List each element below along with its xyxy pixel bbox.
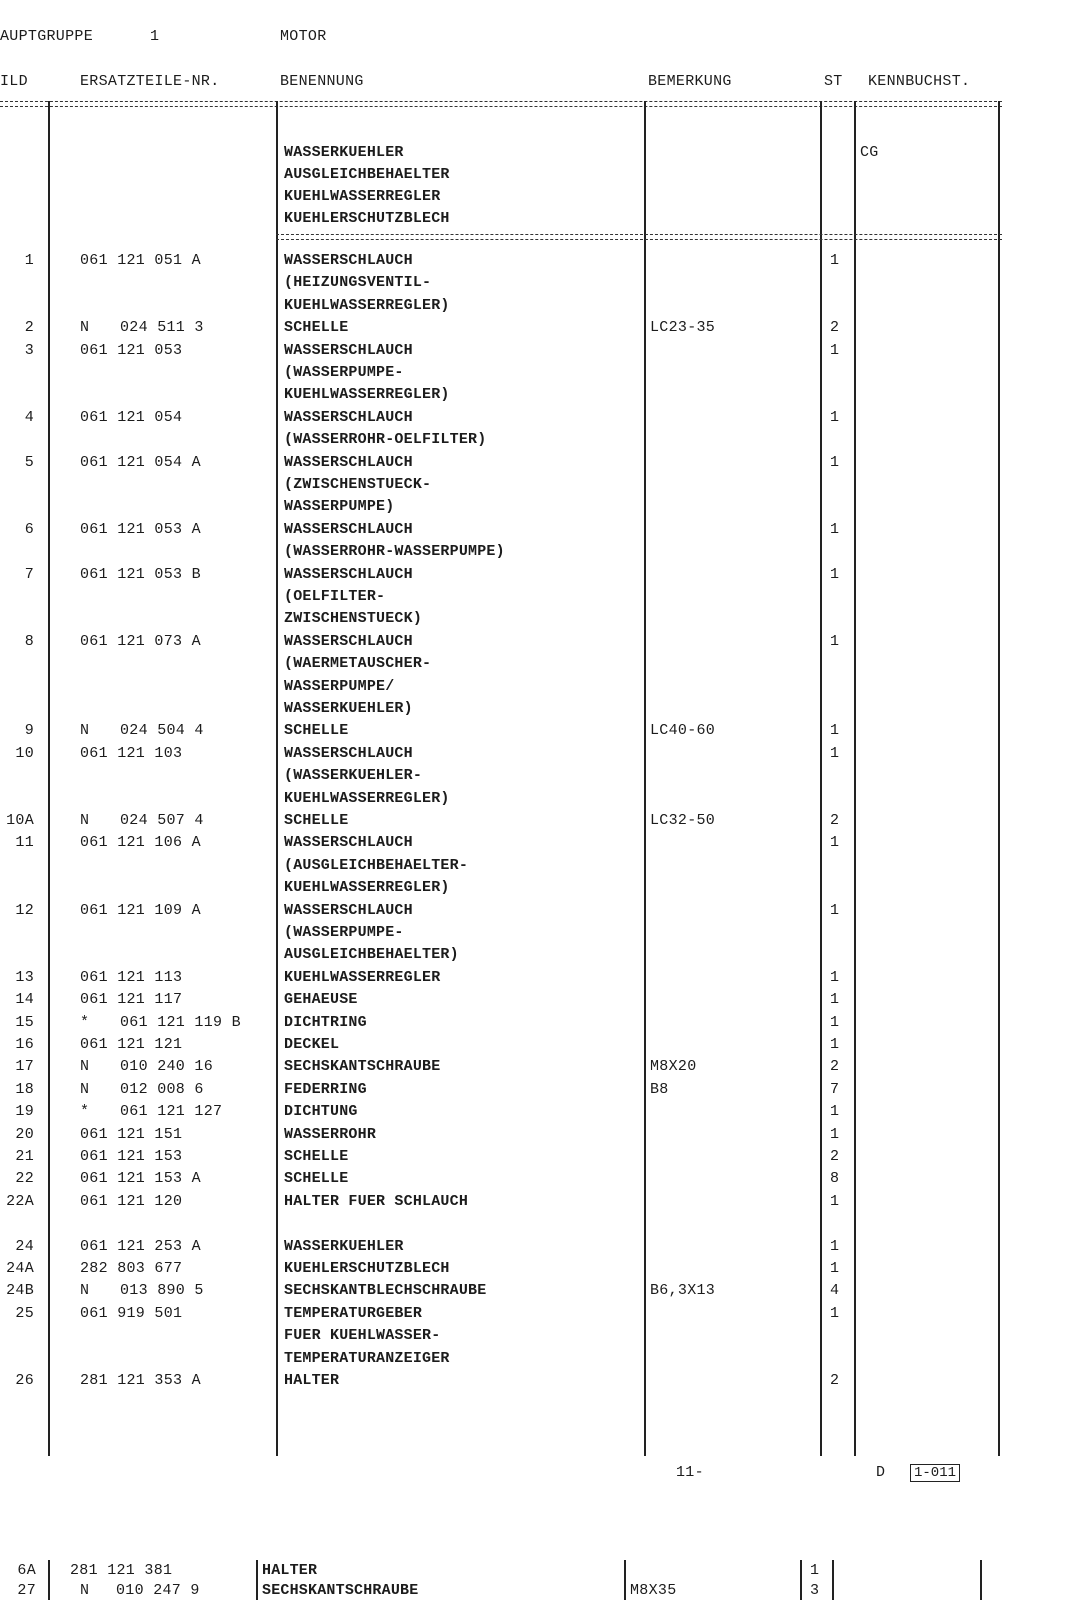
column-header-qty: ST (824, 73, 843, 90)
row-bild-number: 22 (15, 1170, 34, 1188)
row-part-number: 024 511 3 (120, 319, 204, 337)
row-name-line: WASSERSCHLAUCH (284, 453, 413, 471)
row-note: LC23-35 (650, 319, 716, 337)
row-qty: 8 (830, 1170, 840, 1188)
row-name-line: SCHELLE (284, 1148, 349, 1165)
row-name-line: DECKEL (284, 1036, 340, 1053)
row-part-number: 061 121 051 A (80, 252, 201, 269)
row-qty: 1 (830, 1103, 840, 1121)
column-header-code: KENNBUCHST. (868, 73, 971, 90)
row-name-line: (AUSGLEICHBEHAELTER- (284, 856, 469, 874)
row-name-line: WASSERSCHLAUCH (284, 408, 413, 426)
row-bild-number: 9 (24, 722, 34, 740)
row-name-line: WASSERSCHLAUCH (284, 565, 413, 583)
row-name-line: WASSERSCHLAUCH (284, 632, 413, 650)
row-qty: 1 (830, 252, 840, 269)
row-part-number: 061 919 501 (80, 1304, 183, 1322)
column-rule-3 (644, 101, 646, 1456)
row-note: M8X20 (650, 1058, 697, 1076)
next-row-note: M8X35 (630, 1582, 677, 1599)
row-part-number: 061 121 053 B (80, 565, 201, 583)
page-letter: D (876, 1464, 886, 1481)
row-name-line: FEDERRING (284, 1080, 367, 1098)
row-name-line: FUER KUEHLWASSER- (284, 1327, 441, 1345)
row-qty: 1 (830, 341, 840, 359)
row-name-line: KUEHLWASSERREGLER) (284, 789, 450, 807)
group-number: 1 (150, 28, 160, 45)
row-name-line: KUEHLWASSERREGLER (284, 968, 441, 986)
row-qty: 1 (830, 991, 840, 1009)
row-bild-number: 17 (15, 1058, 34, 1076)
row-qty: 1 (830, 408, 840, 426)
row-bild-number: 11 (15, 834, 34, 852)
row-qty: 2 (830, 1148, 840, 1165)
row-qty: 1 (830, 722, 840, 740)
row-mark: N (80, 812, 90, 829)
row-qty: 1 (830, 1260, 840, 1277)
row-mark: * (80, 1103, 90, 1121)
next-row-bild: 6A (17, 1562, 36, 1579)
row-qty: 1 (830, 565, 840, 583)
row-qty: 1 (830, 834, 840, 852)
group-double-rule (276, 234, 1002, 240)
row-bild-number: 24 (15, 1237, 34, 1255)
row-name-line: DICHTRING (284, 1013, 367, 1031)
group-name: MOTOR (280, 28, 327, 45)
row-name-line: TEMPERATURGEBER (284, 1304, 423, 1322)
row-name-line: (WASSERPUMPE- (284, 364, 404, 381)
row-qty: 2 (830, 1372, 840, 1389)
row-name-line: (OELFILTER- (284, 588, 386, 605)
row-name-line: SECHSKANTSCHRAUBE (284, 1058, 441, 1076)
row-mark: N (80, 1058, 90, 1076)
row-qty: 1 (830, 632, 840, 650)
row-bild-number: 24B (6, 1282, 34, 1300)
next-column-rule-6 (980, 1560, 982, 1600)
row-mark: * (80, 1013, 90, 1031)
row-name-line: SCHELLE (284, 812, 349, 829)
row-name-line: WASSERKUEHLER (284, 1237, 404, 1255)
row-name-line: SCHELLE (284, 319, 349, 337)
row-bild-number: 12 (15, 901, 34, 919)
next-row-bild: 27 (17, 1582, 36, 1599)
row-part-number: 061 121 053 (80, 341, 183, 359)
row-name-line: SECHSKANTBLECHSCHRAUBE (284, 1282, 487, 1300)
row-note: LC32-50 (650, 812, 716, 829)
next-row-mark: N (80, 1582, 90, 1599)
page-number: 11- (676, 1464, 704, 1481)
row-name-line: SCHELLE (284, 722, 349, 740)
row-name-line: GEHAEUSE (284, 991, 358, 1009)
row-note: LC40-60 (650, 722, 716, 740)
column-rule-6 (998, 101, 1000, 1456)
column-header-bild: ILD (0, 73, 28, 90)
row-name-line: KUEHLWASSERREGLER) (284, 879, 450, 897)
row-bild-number: 22A (6, 1192, 34, 1210)
row-mark: N (80, 722, 90, 740)
row-bild-number: 8 (24, 632, 34, 650)
row-qty: 1 (830, 520, 840, 538)
row-part-number: 024 504 4 (120, 722, 204, 740)
row-bild-number: 13 (15, 968, 34, 986)
row-part-number: 061 121 253 A (80, 1237, 201, 1255)
row-part-number: 061 121 153 A (80, 1170, 201, 1188)
row-qty: 2 (830, 319, 840, 337)
row-part-number: 012 008 6 (120, 1080, 204, 1098)
row-part-number: 010 240 16 (120, 1058, 214, 1076)
row-qty: 4 (830, 1282, 840, 1300)
column-rule-2 (276, 101, 278, 1456)
next-row-name: SECHSKANTSCHRAUBE (262, 1582, 419, 1599)
next-column-rule-3 (624, 1560, 626, 1600)
row-note: B6,3X13 (650, 1282, 716, 1300)
row-name-line: ZWISCHENSTUECK) (284, 610, 423, 628)
row-name-line: WASSERKUEHLER) (284, 700, 413, 717)
page-reference-box: 1-011 (910, 1464, 960, 1482)
row-bild-number: 4 (24, 408, 34, 426)
row-qty: 1 (830, 1237, 840, 1255)
row-bild-number: 25 (15, 1304, 34, 1322)
row-part-number: 061 121 073 A (80, 632, 201, 650)
row-part-number: 061 121 113 (80, 968, 183, 986)
row-part-number: 281 121 353 A (80, 1372, 201, 1389)
row-name-line: DICHTUNG (284, 1103, 358, 1121)
row-part-number: 061 121 151 (80, 1125, 183, 1143)
row-name-line: WASSERPUMPE) (284, 498, 395, 516)
row-qty: 1 (830, 1192, 840, 1210)
column-rule-5 (854, 101, 856, 1456)
group-heading-line: KUEHLERSCHUTZBLECH (284, 210, 450, 227)
row-part-number: 061 121 119 B (120, 1013, 241, 1031)
row-name-line: WASSERSCHLAUCH (284, 901, 413, 919)
column-header-name: BENENNUNG (280, 73, 364, 90)
row-qty: 1 (830, 1013, 840, 1031)
row-qty: 7 (830, 1080, 840, 1098)
row-note: B8 (650, 1080, 669, 1098)
row-part-number: 282 803 677 (80, 1260, 183, 1277)
row-name-line: WASSERSCHLAUCH (284, 744, 413, 762)
group-heading-line: KUEHLWASSERREGLER (284, 188, 441, 205)
row-name-line: HALTER (284, 1372, 340, 1389)
row-bild-number: 10A (6, 812, 34, 829)
next-row-qty: 1 (810, 1562, 820, 1579)
row-name-line: WASSERROHR (284, 1125, 377, 1143)
group-heading-line: WASSERKUEHLER (284, 144, 404, 161)
next-row-part-number: 010 247 9 (116, 1582, 200, 1599)
row-mark: N (80, 1080, 90, 1098)
next-row-qty: 3 (810, 1582, 820, 1599)
row-qty: 1 (830, 968, 840, 986)
column-header-part-number: ERSATZTEILE-NR. (80, 73, 220, 90)
row-part-number: 061 121 109 A (80, 901, 201, 919)
row-bild-number: 7 (24, 565, 34, 583)
next-column-rule-1 (48, 1560, 50, 1600)
row-part-number: 061 121 121 (80, 1036, 183, 1053)
row-qty: 1 (830, 901, 840, 919)
row-bild-number: 5 (24, 453, 34, 471)
row-part-number: 061 121 117 (80, 991, 183, 1009)
row-part-number: 061 121 120 (80, 1192, 183, 1210)
row-qty: 1 (830, 1304, 840, 1322)
row-part-number: 061 121 127 (120, 1103, 223, 1121)
group-label: AUPTGRUPPE (0, 28, 94, 45)
group-heading-line: AUSGLEICHBEHAELTER (284, 166, 450, 183)
group-code: CG (860, 144, 879, 161)
row-name-line: KUEHLERSCHUTZBLECH (284, 1260, 450, 1277)
row-bild-number: 26 (15, 1372, 34, 1389)
row-bild-number: 19 (15, 1103, 34, 1121)
row-name-line: WASSERPUMPE/ (284, 677, 395, 695)
row-part-number: 061 121 053 A (80, 520, 201, 538)
row-bild-number: 21 (15, 1148, 34, 1165)
row-mark: N (80, 1282, 90, 1300)
row-name-line: SCHELLE (284, 1170, 349, 1188)
row-qty: 1 (830, 1125, 840, 1143)
row-name-line: WASSERSCHLAUCH (284, 341, 413, 359)
row-bild-number: 24A (6, 1260, 34, 1277)
row-part-number: 024 507 4 (120, 812, 204, 829)
row-qty: 1 (830, 453, 840, 471)
header-double-rule (0, 101, 1002, 107)
row-qty: 1 (830, 1036, 840, 1053)
row-bild-number: 15 (15, 1013, 34, 1031)
row-name-line: HALTER FUER SCHLAUCH (284, 1192, 469, 1210)
row-qty: 2 (830, 812, 840, 829)
next-column-rule-4 (800, 1560, 802, 1600)
row-part-number: 061 121 103 (80, 744, 183, 762)
row-qty: 2 (830, 1058, 840, 1076)
row-name-line: WASSERSCHLAUCH (284, 834, 413, 852)
row-part-number: 013 890 5 (120, 1282, 204, 1300)
next-row-part-number: 281 121 381 (70, 1562, 173, 1579)
row-bild-number: 18 (15, 1080, 34, 1098)
next-column-rule-5 (832, 1560, 834, 1600)
row-bild-number: 1 (24, 252, 34, 269)
row-name-line: TEMPERATURANZEIGER (284, 1349, 450, 1367)
row-name-line: (WAERMETAUSCHER- (284, 655, 432, 673)
row-part-number: 061 121 054 A (80, 453, 201, 471)
column-header-note: BEMERKUNG (648, 73, 732, 90)
column-rule-4 (820, 101, 822, 1456)
row-name-line: AUSGLEICHBEHAELTER) (284, 946, 459, 964)
row-name-line: KUEHLWASSERREGLER) (284, 386, 450, 404)
row-name-line: (WASSERROHR-OELFILTER) (284, 431, 487, 449)
row-bild-number: 2 (24, 319, 34, 337)
row-bild-number: 14 (15, 991, 34, 1009)
row-name-line: (HEIZUNGSVENTIL- (284, 274, 432, 292)
row-name-line: (WASSERROHR-WASSERPUMPE) (284, 543, 505, 561)
row-name-line: (WASSERPUMPE- (284, 924, 404, 941)
row-name-line: KUEHLWASSERREGLER) (284, 296, 450, 314)
row-qty: 1 (830, 744, 840, 762)
row-part-number: 061 121 106 A (80, 834, 201, 852)
row-bild-number: 10 (15, 744, 34, 762)
next-column-rule-2 (256, 1560, 258, 1600)
row-part-number: 061 121 153 (80, 1148, 183, 1165)
row-name-line: WASSERSCHLAUCH (284, 252, 413, 269)
row-name-line: WASSERSCHLAUCH (284, 520, 413, 538)
row-mark: N (80, 319, 90, 337)
next-row-name: HALTER (262, 1562, 318, 1579)
row-bild-number: 16 (15, 1036, 34, 1053)
row-bild-number: 3 (24, 341, 34, 359)
row-name-line: (ZWISCHENSTUECK- (284, 476, 432, 493)
row-part-number: 061 121 054 (80, 408, 183, 426)
column-rule-1 (48, 101, 50, 1456)
row-name-line: (WASSERKUEHLER- (284, 767, 423, 785)
row-bild-number: 20 (15, 1125, 34, 1143)
row-bild-number: 6 (24, 520, 34, 538)
